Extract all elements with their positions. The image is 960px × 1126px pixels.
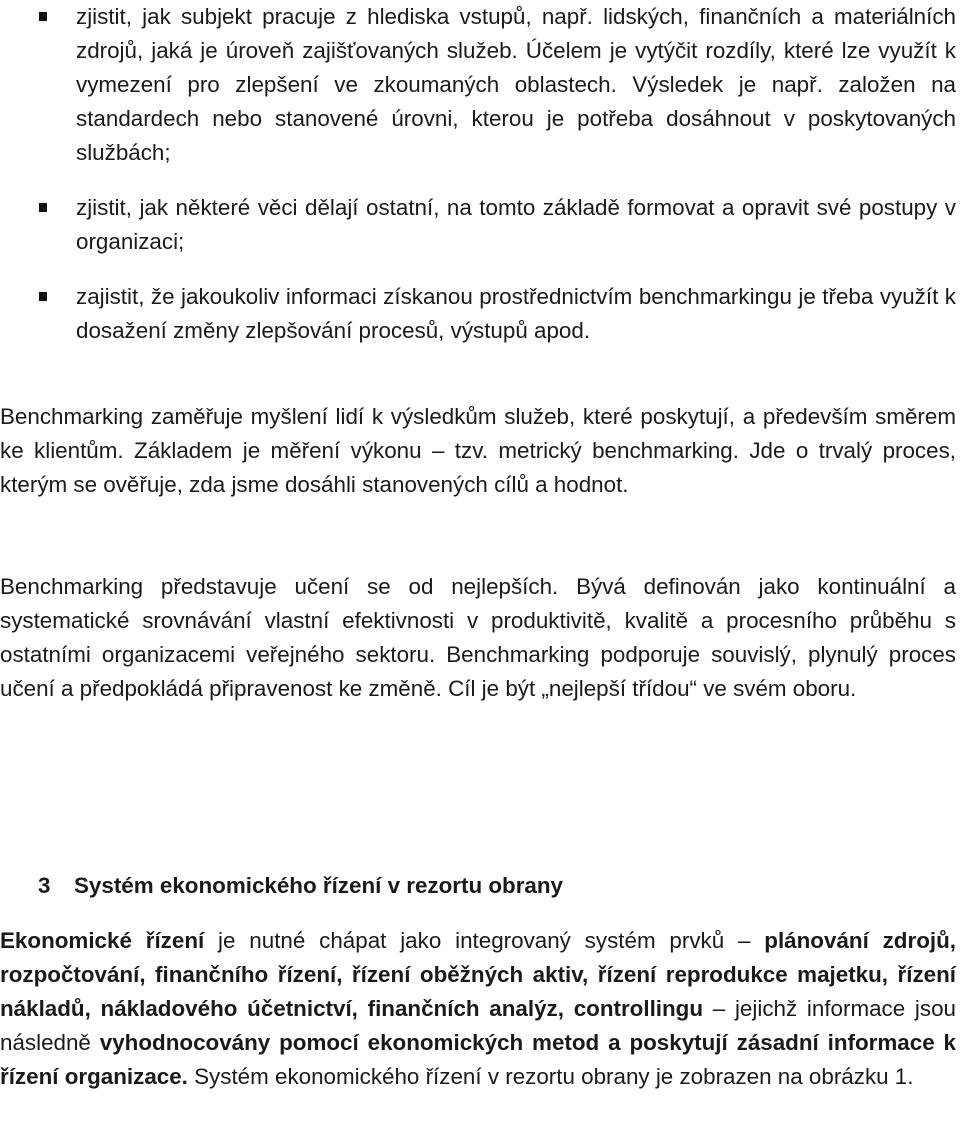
section-number: 3 <box>38 873 51 898</box>
square-bullet-icon <box>39 203 47 212</box>
bullet-text: zjistit, jak některé věci dělají ostatní, na tomto základě formovat a opravit své postupy v organizaci; <box>76 195 956 254</box>
section-title: Systém ekonomického řízení v rezortu obrany <box>74 873 564 898</box>
square-bullet-icon <box>39 12 47 21</box>
square-bullet-icon <box>39 292 47 301</box>
paragraph: Benchmarking zaměřuje myšlení lidí k výsledkům služeb, které poskytují, a především směrem ke klientům. Základem je měření výkonu – tzv. metrický benchmarking. Jde o trvalý proces, kterým se ověřuje, zda jsme dosáhli stanovených cílů a hodnot. <box>0 404 956 497</box>
list-item <box>0 191 956 259</box>
list-item <box>0 280 956 348</box>
emphasis: plánování zdrojů, rozpočtování, finančního řízení, řízení oběžných aktiv, řízení reprodukce majetku, řízení nákladů, nákladového účetnictví, finančních analýz, controllingu <box>0 928 956 1021</box>
list-item <box>0 0 956 170</box>
bullet-text: zjistit, jak subjekt pracuje z hlediska vstupů, např. lidských, finančních a materiálních zdrojů, jaká je úroveň zajišťovaných služeb. Účelem je vytýčit rozdíly, které lze využít k vymezení pro zlepšení ve zkoumaných oblastech. Výsledek je např. založen na standardech nebo stanovené úrovni, kterou je potřeba dosáhnout v poskytovaných službách; <box>76 4 956 165</box>
bullet-list <box>0 0 960 367</box>
key-term: Ekonomické řízení <box>0 928 205 953</box>
paragraph: Benchmarking představuje učení se od nejlepších. Bývá definován jako kontinuální a systematické srovnávání vlastní efektivnosti v produktivitě, kvalitě a procesního průběhu s ostatními organizacemi veřejného sektoru. Benchmarking podporuje souvislý, plynulý proces učení a předpokládá připravenost ke změně. Cíl je být „nejlepší třídou“ ve svém oboru. <box>0 574 956 701</box>
paragraph: Ekonomické řízení je nutné chápat jako integrovaný systém prvků – plánování zdrojů, rozpočtování, finančního řízení, řízení oběžných aktiv, řízení reprodukce majetku, řízení nákladů, nákladového účetnictví, finančních analýz, controllingu – jejichž informace jsou následně vyhodnocovány pomocí ekonomických metod a poskytují zásadní informace k řízení organizace. Systém ekonomického řízení v rezortu obrany je zobrazen na obrázku 1. <box>0 928 956 1089</box>
bullet-text: zajistit, že jakoukoliv informaci získanou prostřednictvím benchmarkingu je třeba využít k dosažení změny zlepšování procesů, výstupů apod. <box>76 284 956 343</box>
section-heading <box>38 869 563 903</box>
emphasis: vyhodnocovány pomocí ekonomických metod a poskytují zásadní informace k řízení organizace. <box>0 1030 956 1089</box>
